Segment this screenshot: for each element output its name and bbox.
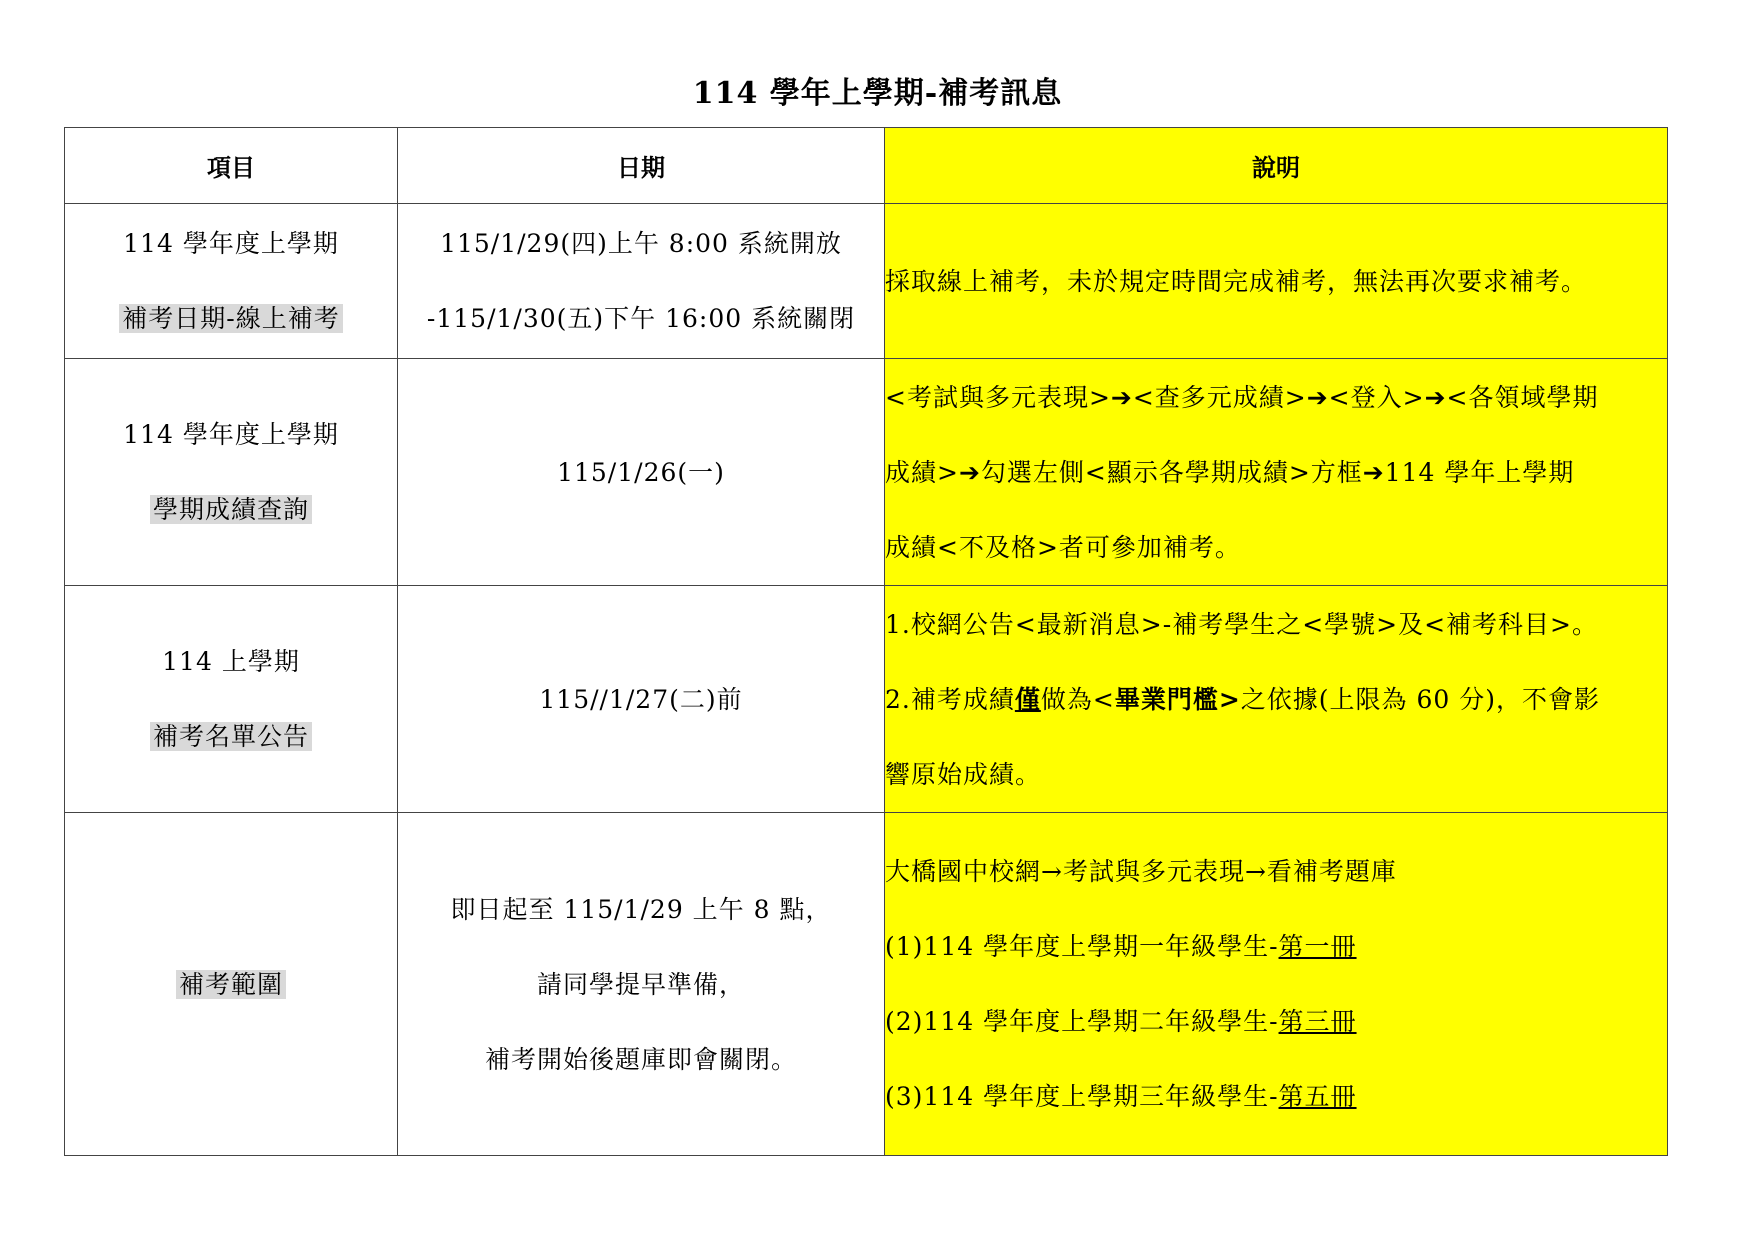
table-header-row: [65, 128, 1668, 204]
row4-date-line1: 即日起至 115/1/29 上午 8 點，: [450, 894, 832, 924]
row3-date-line1: 115//1/27(二)前: [539, 684, 743, 714]
row2-date: [398, 359, 885, 586]
row1-date-line2: -115/1/30(五)下午 16:00 系統關閉: [426, 304, 856, 333]
row3-desc-line1: 1.校網公告<最新消息>-補考學生之<學號>及<補考科目>。: [885, 609, 1598, 639]
graduation-threshold-emphasis: 畢業門檻>: [1114, 684, 1241, 714]
row3-item-line2: 補考名單公告: [150, 722, 312, 751]
volume-five-link[interactable]: 第五冊: [1278, 1082, 1357, 1111]
row2-desc-line3: 成績<不及格>者可參加補考。: [885, 532, 1241, 562]
row1-date: [398, 204, 885, 359]
table-row: [65, 204, 1668, 359]
row4-desc-line3: (2)114 學年度上學期二年級學生-第三冊: [885, 1007, 1357, 1036]
row1-date-line1: 115/1/29(四)上午 8:00 系統開放: [440, 229, 842, 258]
row2-item: [65, 359, 398, 586]
row4-desc-line2: (1)114 學年度上學期一年級學生-第一冊: [885, 932, 1357, 961]
row4-item: [65, 813, 398, 1156]
row4-desc-line1: 大橋國中校網→考試與多元表現→看補考題庫: [885, 857, 1397, 886]
row4-desc-line4: (3)114 學年度上學期三年級學生-第五冊: [885, 1082, 1357, 1111]
header-item: 項目: [65, 128, 398, 204]
row2-item-line2: 學期成績查詢: [150, 495, 312, 524]
table-row: [65, 359, 1668, 586]
table-row: [65, 813, 1668, 1156]
row2-item-line1: 114 學年度上學期: [123, 420, 339, 449]
row4-date-line3: 補考開始後題庫即會關閉。: [484, 1044, 797, 1074]
volume-three-link[interactable]: 第三冊: [1278, 1007, 1357, 1036]
row4-item-line1: 補考範圍: [176, 970, 286, 999]
row3-item: [65, 586, 398, 813]
header-date: 日期: [398, 128, 885, 204]
row3-item-line1: 114 上學期: [162, 647, 300, 676]
row2-desc-line2: 成績>➔勾選左側<顯示各學期成績>方框➔114 學年上學期: [885, 457, 1575, 487]
row3-desc-line2: 2.補考成績僅做為<畢業門檻>之依據(上限為 60 分)，不會影: [885, 684, 1600, 714]
row1-item-line2: 補考日期-線上補考: [119, 304, 342, 333]
row2-date-line1: 115/1/26(一): [557, 457, 725, 487]
row4-date-line2: 請同學提早準備，: [536, 969, 745, 999]
only-emphasis: 僅: [1014, 684, 1041, 714]
row4-desc: [885, 813, 1668, 1156]
row1-item-line1: 114 學年度上學期: [123, 229, 339, 258]
row1-desc-line1: 採取線上補考，未於規定時間完成補考，無法再次要求補考。: [885, 266, 1588, 296]
page-title: 114 學年上學期-補考訊息: [692, 76, 1063, 111]
volume-one-link[interactable]: 第一冊: [1278, 932, 1357, 961]
row4-date: [398, 813, 885, 1156]
row2-desc: [885, 359, 1668, 586]
row1-desc: [885, 204, 1668, 359]
table-row: [65, 586, 1668, 813]
makeup-exam-table: [64, 127, 1668, 1156]
row3-date: [398, 586, 885, 813]
row3-desc-line3: 響原始成績。: [885, 759, 1042, 789]
row3-desc: [885, 586, 1668, 813]
row1-item: [65, 204, 398, 359]
row2-desc-line1: <考試與多元表現>➔<查多元成績>➔<登入>➔<各領域學期: [885, 382, 1599, 412]
header-desc: 說明: [885, 128, 1668, 204]
